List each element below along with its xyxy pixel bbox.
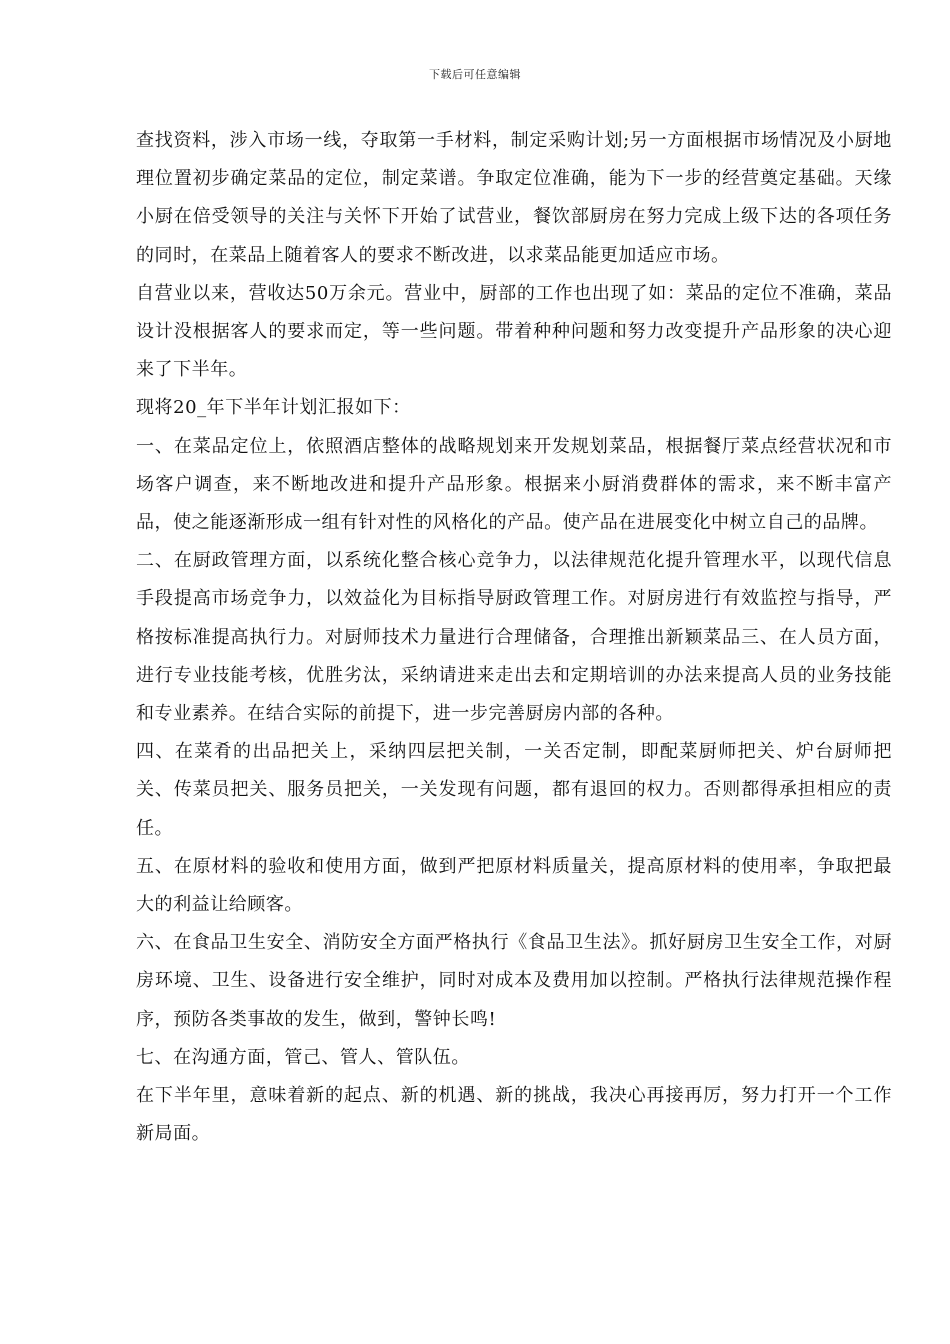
paragraph-item-5: 五、在原材料的验收和使用方面，做到严把原材料质量关，提高原材料的使用率，争取把最大的利益让给顾客。 <box>136 855 892 916</box>
document-body <box>136 122 892 1153</box>
paragraph-item-7: 七、在沟通方面，管己、管人、管队伍。 <box>136 1046 470 1068</box>
paragraph-item-4: 四、在菜肴的出品把关上，采纳四层把关制，一关否定制，即配菜厨师把关、炉台厨师把关、传菜员把关、服务员把关，一关发现有问题，都有退回的权力。否则都得承担相应的责任。 <box>136 741 892 839</box>
paragraph-intro: 查找资料，涉入市场一线，夺取第一手材料，制定采购计划;另一方面根据市场情况及小厨地理位置初步确定菜品的定位，制定菜谱。争取定位准确，能为下一步的经营奠定基础。天缘小厨在倍受领导的关注与关怀下开始了试营业，餐饮部厨房在努力完成上级下达的各项任务的同时，在菜品上随着客人的要求不断改进，以求菜品能更加适应市场。 <box>136 130 892 266</box>
page-header: 下载后可任意编辑 <box>429 68 521 81</box>
paragraph-item-2: 二、在厨政管理方面，以系统化整合核心竞争力，以法律规范化提升管理水平，以现代信息手段提高市场竞争力，以效益化为目标指导厨政管理工作。对厨房进行有效监控与指导，严格按标准提高执行力。对厨师技术力量进行合理储备，合理推出新颖菜品三、在人员方面，进行专业技能考核，优胜劣汰，采纳请进来走出去和定期培训的办法来提高人员的业务技能和专业素养。在结合实际的前提下，进一步完善厨房内部的各种。 <box>136 550 892 725</box>
paragraph-item-6: 六、在食品卫生安全、消防安全方面严格执行《食品卫生法》。抓好厨房卫生安全工作，对厨房环境、卫生、设备进行安全维护，同时对成本及费用加以控制。严格执行法律规范操作程序，预防各类事故的发生，做到，警钟长鸣! <box>136 932 892 1030</box>
paragraph-revenue: 自营业以来，营收达50万余元。营业中，厨部的工作也出现了如：菜品的定位不准确，菜品设计没根据客人的要求而定，等一些问题。带着种种问题和努力改变提升产品形象的决心迎来了下半年。 <box>136 282 892 381</box>
paragraph-plan-heading: 现将20_年下半年计划汇报如下： <box>136 397 411 419</box>
paragraph-item-1: 一、在菜品定位上，依照酒店整体的战略规划来开发规划菜品，根据餐厅菜点经营状况和市场客户调查，来不断地改进和提升产品形象。根据来小厨消费群体的需求，来不断丰富产品，使之能逐渐形成一组有针对性的风格化的产品。使产品在进展变化中树立自己的品牌。 <box>136 435 892 534</box>
paragraph-closing: 在下半年里，意味着新的起点、新的机遇、新的挑战，我决心再接再厉，努力打开一个工作新局面。 <box>136 1085 892 1145</box>
